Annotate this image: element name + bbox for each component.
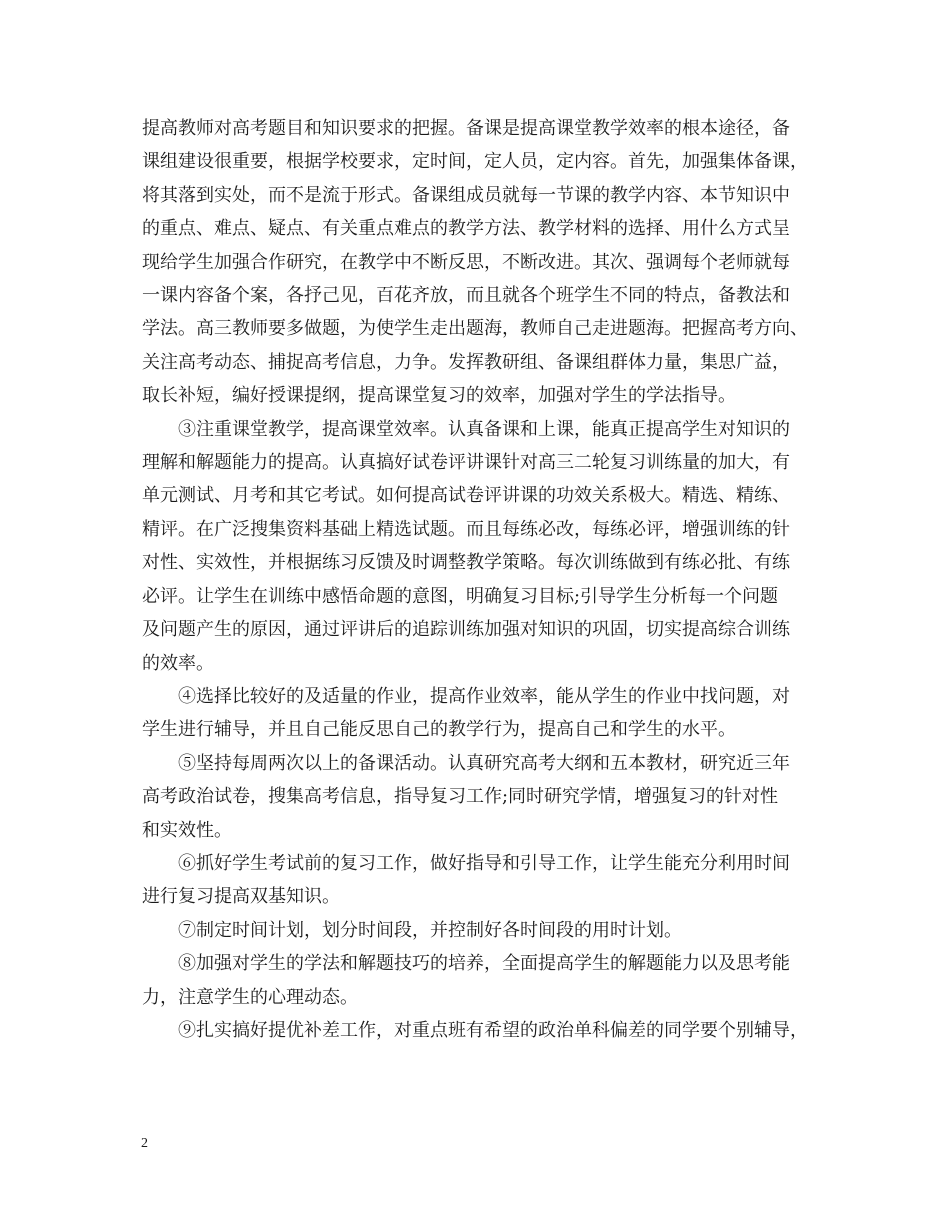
- paragraph: [142, 1014, 812, 1047]
- text-line: ⑨扎实搞好提优补差工作，对重点班有希望的政治单科偏差的同学要个别辅导，: [178, 1019, 808, 1041]
- text-line: 取长补短，编好授课提纲，提高课堂复习的效率，加强对学生的学法指导。: [142, 385, 736, 407]
- text-line: ⑥抓好学生考试前的复习工作，做好指导和引导工作，让学生能充分利用时间: [178, 852, 790, 874]
- text-line: 的重点、难点、疑点、有关重点难点的教学方法、教学材料的选择、用什么方式呈: [142, 218, 790, 240]
- text-line: 及问题产生的原因，通过评讲后的追踪训练加强对知识的巩固，切实提高综合训练: [142, 619, 790, 641]
- text-line: 的效率。: [142, 652, 214, 674]
- paragraph: [142, 847, 812, 914]
- page-number: 2: [141, 1136, 148, 1151]
- text-line: ⑤坚持每周两次以上的备课活动。认真研究高考大纲和五本教材，研究近三年: [178, 752, 790, 774]
- text-line: 提高教师对高考题目和知识要求的把握。备课是提高课堂教学效率的根本途径，备: [142, 118, 790, 139]
- text-line: 精评。在广泛搜集资料基础上精选试题。而且每练必改，每练必评，增强训练的针: [142, 518, 790, 540]
- text-line: 进行复习提高双基知识。: [142, 886, 340, 908]
- body-text: [142, 112, 812, 1047]
- text-line: ④选择比较好的及适量的作业，提高作业效率，能从学生的作业中找问题，对: [178, 685, 790, 707]
- paragraph: [142, 112, 812, 413]
- text-line: 对性、实效性，并根据练习反馈及时调整教学策略。每次训练做到有练必批、有练: [142, 552, 790, 574]
- text-line: 单元测试、月考和其它考试。如何提高试卷评讲课的功效关系极大。精选、精练、: [142, 485, 790, 507]
- text-line: 学法。高三教师要多做题，为使学生走出题海，教师自己走进题海。把握高考方向、: [142, 318, 808, 340]
- text-line: 高考政治试卷，搜集高考信息，指导复习工作;同时研究学情，增强复习的针对性: [142, 786, 779, 808]
- text-line: 一课内容备个案，各抒己见，百花齐放，而且就各个班学生不同的特点，备教法和: [142, 285, 790, 307]
- text-line: 力，注意学生的心理动态。: [142, 986, 358, 1008]
- text-line: 课组建设很重要，根据学校要求，定时间，定人员，定内容。首先，加强集体备课，: [142, 151, 808, 173]
- paragraph: [142, 947, 812, 1014]
- paragraph: [142, 680, 812, 747]
- text-line: 关注高考动态、捕捉高考信息，力争。发挥教研组、备课组群体力量，集思广益，: [142, 351, 790, 373]
- text-line: ⑧加强对学生的学法和解题技巧的培养，全面提高学生的解题能力以及思考能: [178, 953, 790, 975]
- paragraph: [142, 413, 812, 680]
- text-line: 现给学生加强合作研究，在教学中不断反思，不断改进。其次、强调每个老师就每: [142, 251, 790, 273]
- text-line: 学生进行辅导，并且自己能反思自己的教学行为，提高自己和学生的水平。: [142, 719, 736, 741]
- paragraph: [142, 914, 812, 947]
- text-line: 理解和解题能力的提高。认真搞好试卷评讲课针对高三二轮复习训练量的加大，有: [142, 452, 790, 474]
- text-line: 必评。让学生在训练中感悟命题的意图，明确复习目标;引导学生分析每一个问题: [142, 585, 779, 607]
- text-line: ③注重课堂教学，提高课堂效率。认真备课和上课，能真正提高学生对知识的: [178, 418, 790, 440]
- text-line: ⑦制定时间计划，划分时间段，并控制好各时间段的用时计划。: [178, 919, 682, 941]
- text-line: 将其落到实处，而不是流于形式。备课组成员就每一节课的教学内容、本节知识中: [142, 184, 790, 206]
- paragraph: [142, 747, 812, 847]
- text-line: 和实效性。: [142, 819, 232, 841]
